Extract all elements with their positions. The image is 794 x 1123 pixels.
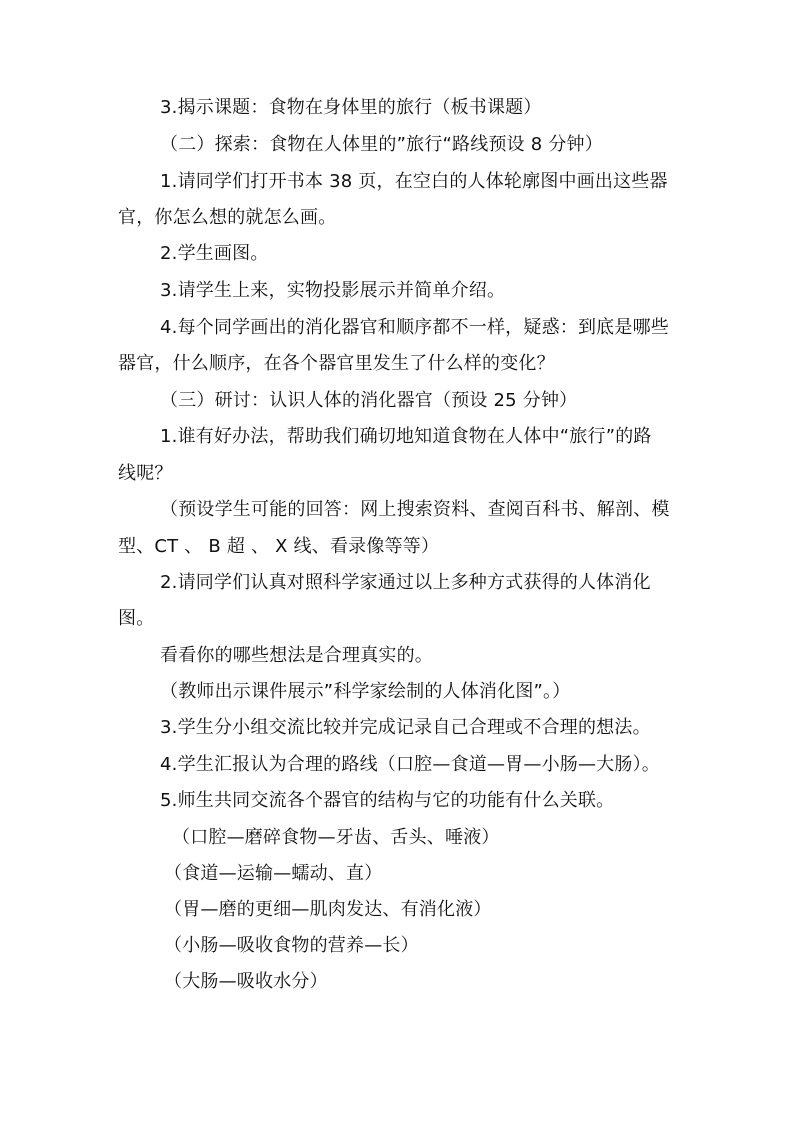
organ-function-line: （食道—运输—蠕动、直） [164, 863, 383, 884]
paragraph-line: 官，你怎么想的就怎么画。 [118, 207, 337, 228]
organ-function-line: （口腔—磨碎食物—牙齿、舌头、唾液） [172, 827, 500, 848]
paragraph-line: 4.每个同学画出的消化器官和顺序都不一样，疑惑：到底是哪些 [160, 317, 669, 338]
organ-function-line: （胃—磨的更细—肌肉发达、有消化液） [164, 899, 492, 920]
paragraph-line: 型、CT 、 B 超 、 X 线、看录像等等） [118, 536, 440, 557]
paragraph-line: 图。 [118, 608, 155, 629]
organ-function-line: （大肠—吸收水分） [164, 971, 328, 992]
section-heading: （二）探索：食物在人体里的”旅行“路线预设 8 分钟） [160, 134, 603, 155]
paragraph-line: 线呢？ [118, 463, 173, 484]
paragraph-line: 3.请学生上来，实物投影展示并简单介绍。 [160, 280, 506, 301]
paragraph-line: 3.学生分小组交流比较并完成记录自己合理或不合理的想法。 [160, 717, 651, 738]
paragraph-line: 5.师生共同交流各个器官的结构与它的功能有什么关联。 [160, 790, 615, 811]
paragraph-line: 1.请同学们打开书本 38 页，在空白的人体轮廓图中画出这些器 [160, 171, 668, 192]
organ-function-line: （小肠—吸收食物的营养—长） [164, 935, 419, 956]
paragraph-line: 2.学生画图。 [160, 243, 269, 264]
paragraph-line: 2.请同学们认真对照科学家通过以上多种方式获得的人体消化 [160, 572, 651, 593]
paragraph-line: 1.谁有好办法，帮助我们确切地知道食物在人体中“旅行”的路 [160, 426, 652, 447]
paragraph-line: 4.学生汇报认为合理的路线（口腔—食道—胃—小肠—大肠）。 [160, 754, 660, 775]
paragraph-line: 看看你的哪些想法是合理真实的。 [160, 645, 433, 666]
paragraph-line: 器官，什么顺序，在各个器官里发生了什么样的变化？ [118, 353, 555, 374]
paragraph-line: （预设学生可能的回答：网上搜索资料、查阅百科书、解剖、模 [160, 499, 670, 520]
section-heading: （三）研讨：认识人体的消化器官（预设 25 分钟） [160, 390, 578, 411]
paragraph-line: （教师出示课件展示”科学家绘制的人体消化图”。） [160, 681, 571, 702]
paragraph-line: 3.揭示课题：食物在身体里的旅行（板书课题） [160, 97, 542, 118]
